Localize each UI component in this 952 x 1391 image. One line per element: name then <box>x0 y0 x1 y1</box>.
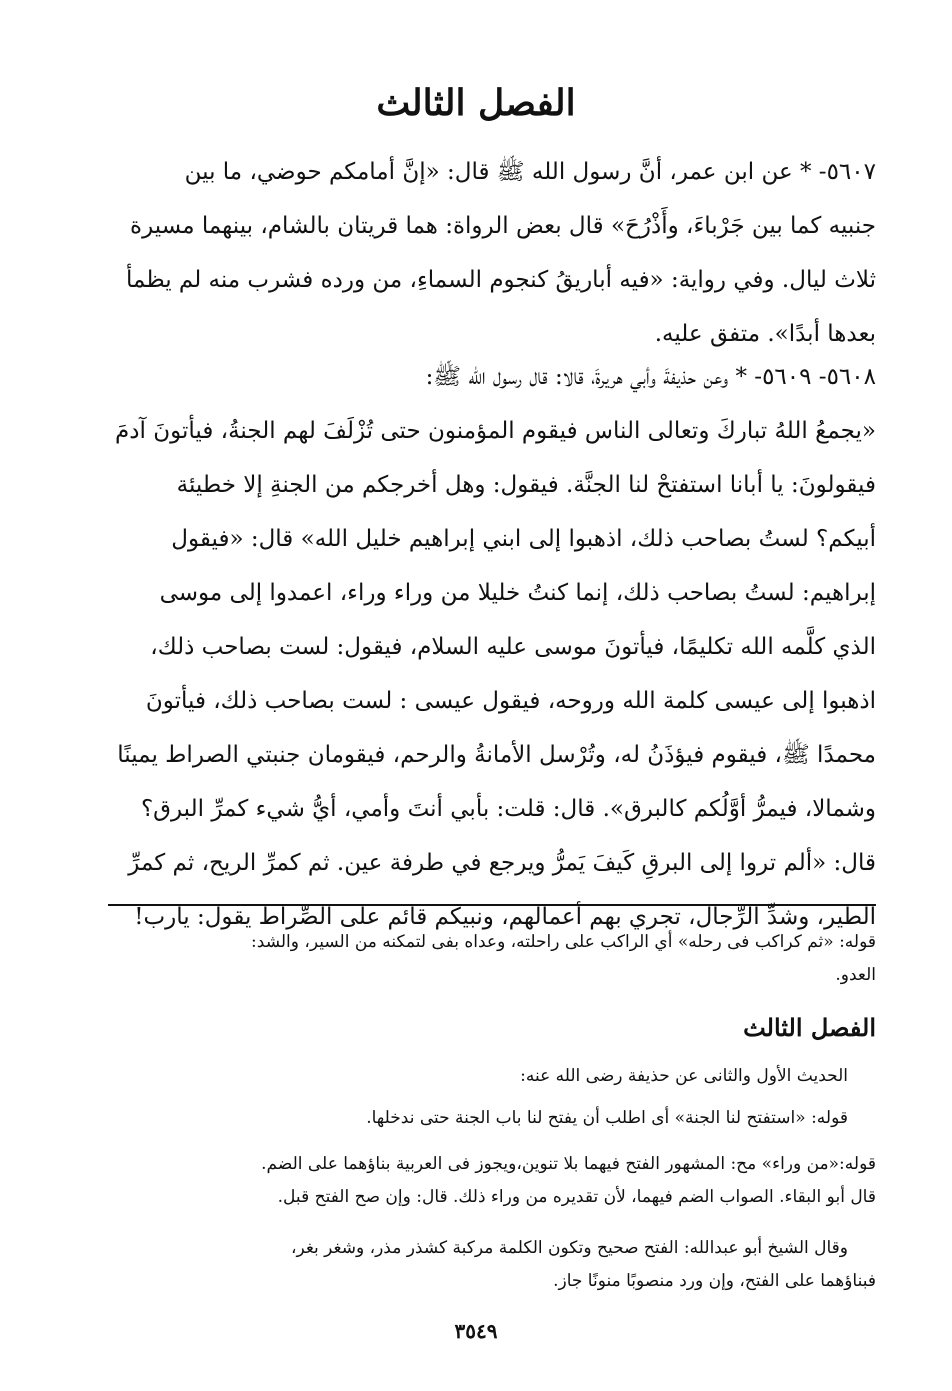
text-line: الطير، وشدِّ الرِّجال، تجري بهم أعمالهم، ونبيكم قائم على الصِّراط يقول: يارب! <box>134 904 876 930</box>
footnote-line: فبناؤهما على الفتح، وإن ورد منصوبًا منونًا جاز. <box>553 1271 876 1291</box>
text-line: قال: «ألم تروا إلى البرقِ كَيفَ يَمرُّ ويرجع في طرفة عين. ثم كمرِّ الريح، ثم كمرِّ <box>128 850 876 876</box>
chapter-title: الفصل الثالث <box>376 82 576 124</box>
footnote-line: قال أبو البقاء. الصواب الضم فيهما، لأن تقديره من وراء ذلك. قال: وإن صح الفتح قبل. <box>277 1187 876 1207</box>
footnote-4 <box>108 1148 876 1214</box>
text-line: اذهبوا إلى عيسى كلمة الله وروحه، فيقول عيسى : لست بصاحب ذلك، فيأتونَ <box>145 688 876 714</box>
text-line: ٥٦٠٨- ٥٦٠٩- * وعن حذيفةَ وأبي هريرةَ، قالا: قال رسول الله ﷺ: <box>425 364 876 390</box>
footnote-line: وقال الشيخ أبو عبدالله: الفتح صحيح وتكون الكلمة مركبة كشذر مذر، وشغر بغر، <box>290 1238 848 1258</box>
footnote-line: الحديث الأول والثانى عن حذيفة رضى الله عنه: <box>520 1066 848 1086</box>
text-line: وشمالا، فيمرُّ أوَّلُكم كالبرق». قال: قلت: بأبي أنتَ وأمي، أيُّ شيء كمرِّ البرق؟ <box>140 796 876 822</box>
text-line: محمدًا ﷺ، فيقوم فيؤذَنُ له، وتُرْسل الأمانةُ والرحم، فيقومان جنبتي الصراط يمينًا <box>117 742 876 768</box>
footnote-3 <box>108 1102 876 1135</box>
footnote-section-heading: الفصل الثالث <box>743 1013 876 1042</box>
text-line: بعدها أبدًا». متفق عليه. <box>654 321 876 347</box>
footnote-2 <box>108 1060 876 1093</box>
text-line: أبيكم؟ لستُ بصاحب ذلك، اذهبوا إلى ابني إبراهيم خليل الله» قال: «فيقول <box>171 526 876 552</box>
hadith-5608-5609 <box>108 350 876 944</box>
text-line: الذي كلَّمه الله تكليمًا، فيأتونَ موسى عليه السلام، فيقول: لست بصاحب ذلك، <box>150 634 876 660</box>
footnote-line: العدو. <box>835 965 876 985</box>
footnote-5 <box>108 1232 876 1298</box>
text-line: جنبيه كما بين جَرْباءَ، وأَذْرُحَ» قال بعض الرواة: هما قريتان بالشام، بينهما مسيرة <box>130 213 876 239</box>
text-line: فيقولونَ: يا أبانا استفتحْ لنا الجنَّة. فيقول: وهل أخرجكم من الجنةِ إلا خطيئة <box>176 472 876 498</box>
footnote-line: قوله: «استفتح لنا الجنة» أى اطلب أن يفتح لنا باب الجنة حتى ندخلها. <box>366 1108 848 1128</box>
page-number: ٣٥٤٩ <box>454 1319 498 1343</box>
text-line: «يجمعُ اللهُ تباركَ وتعالى الناس فيقوم المؤمنون حتى تُزْلَفَ لهم الجنةُ، فيأتونَ آدمَ <box>115 418 876 444</box>
text-line: ثلاث ليال. وفي رواية: «فيه أباريقُ كنجوم السماءِ، من ورده فشرب منه لم يظمأ <box>126 267 876 293</box>
footnote-line: قوله:«من وراء» مح: المشهور الفتح فيهما بلا تنوين،ويجوز فى العربية بناؤهما على الضم. <box>261 1154 876 1174</box>
footnote-divider <box>108 904 876 906</box>
footnote-1 <box>108 926 876 992</box>
footnote-line: قوله: «ثم كراكب فى رحله» أي الراكب على راحلته، وعداه بفى لتمكنه من السير، والشد: <box>251 932 876 952</box>
text-line: ٥٦٠٧- * عن ابن عمر، أنَّ رسول الله ﷺ قال: «إنَّ أمامكم حوضي، ما بين <box>184 159 876 185</box>
text-line: إبراهيم: لستُ بصاحب ذلك، إنما كنتُ خليلا من وراء وراء، اعمدوا إلى موسى <box>159 580 876 606</box>
hadith-5607 <box>108 145 876 361</box>
